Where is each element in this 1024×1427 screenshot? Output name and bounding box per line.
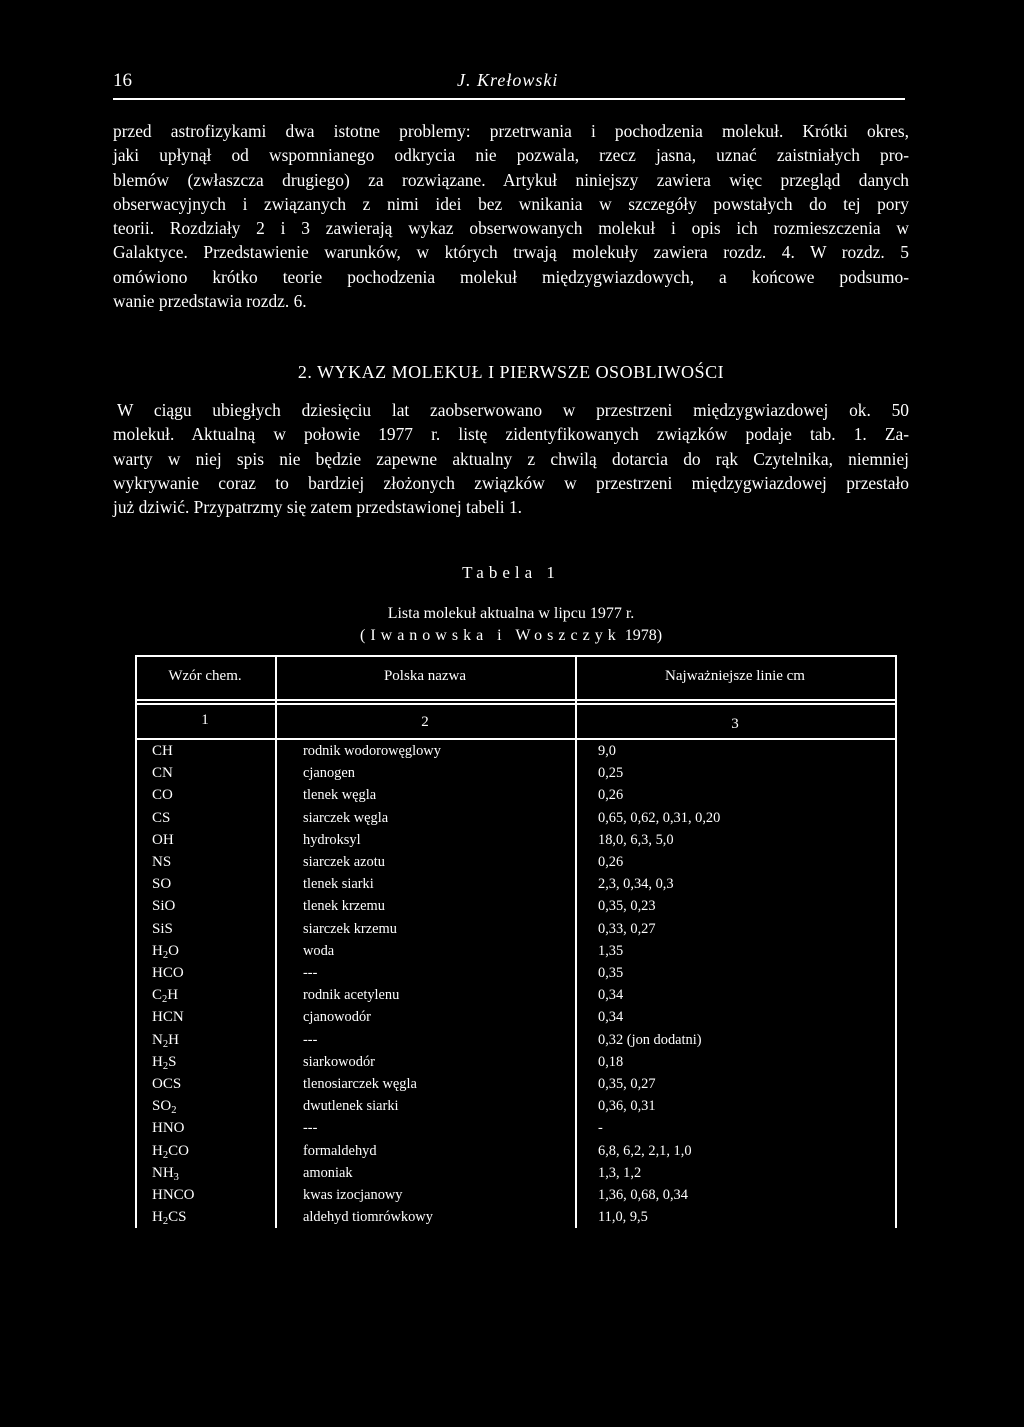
page-number: 16 (113, 70, 132, 91)
cell-name: kwas izocjanowy (303, 1187, 403, 1203)
cell-lines: 0,26 (598, 787, 624, 804)
cell-name: siarkowodór (303, 1053, 375, 1070)
cell-name: tlenek siarki (303, 876, 374, 893)
table-row (135, 1032, 897, 1054)
column-number: 3 (731, 716, 739, 732)
cell-formula: CN (152, 765, 173, 782)
cell-lines: 0,35 (598, 965, 624, 981)
section-line: warty w niej spis nie będzie zapewne aktualny z chwilą dotarcia do rąk Czytelnika, niemniej (113, 448, 909, 469)
cell-name: cjanogen (303, 765, 355, 782)
table-header-rule (135, 703, 897, 705)
intro-line: wanie przedstawia rozdz. 6. (113, 291, 307, 312)
cell-lines: 9,0 (598, 743, 616, 759)
cell-formula: $N_2H$ (152, 1031, 179, 1050)
table-row (135, 1054, 897, 1076)
table-row (135, 1120, 897, 1142)
section-line: molekuł. Aktualną w połowie 1977 r. listę zidentyfikowanych związków podaje tab. 1. Za- (113, 424, 909, 445)
header-rule (113, 98, 905, 100)
molecule-table (135, 655, 897, 1228)
cell-name: aldehyd tiomrówkowy (303, 1209, 433, 1226)
table-title-year: 1978) (624, 627, 663, 644)
intro-line: obserwacyjnych i związanych z nimi idei bez wnikania w szczegóły powstałych do tej pory (113, 193, 909, 214)
cell-formula: $H_2O$ (152, 942, 179, 961)
cell-formula: CS (152, 809, 171, 826)
table-top-rule (135, 655, 897, 657)
cell-lines: 0,25 (598, 765, 624, 782)
cell-lines: 1,35 (598, 942, 624, 959)
cell-lines: 1,36, 0,68, 0,34 (598, 1187, 688, 1203)
table-row (135, 965, 897, 987)
section-line: wykrywanie coraz to bardziej złożonych związków w przestrzeni międzygwiazdowej przestało (113, 472, 909, 493)
table-row (135, 921, 897, 943)
cell-formula: HNO (152, 1120, 185, 1137)
cell-lines: 0,35, 0,27 (598, 1076, 656, 1092)
cell-formula: $H_2CO$ (152, 1142, 189, 1161)
intro-line: blemów (zwłaszcza drugiego) za rozwiązane. Artykuł niniejszy zawiera więc przegląd danych (113, 169, 909, 190)
table-title-authors: (Iwanowska i Woszczyk (359, 627, 621, 644)
table-row (135, 1009, 897, 1031)
table-row (135, 765, 897, 787)
cell-name: rodnik wodorowęglowy (303, 743, 441, 759)
table-label: Tabela 1 (462, 563, 560, 582)
cell-name: rodnik acetylenu (303, 987, 400, 1004)
cell-name: tlenosiarczek węgla (303, 1076, 417, 1092)
table-colnum-rule (135, 738, 897, 740)
table-row (135, 1098, 897, 1120)
cell-name: hydroksyl (303, 831, 361, 848)
cell-lines: 1,3, 1,2 (598, 1164, 642, 1181)
cell-formula: $C_2H$ (152, 987, 179, 1006)
cell-name: siarczek azotu (303, 854, 385, 870)
table-title-line: Lista molekuł aktualna w lipcu 1977 r. (387, 605, 635, 622)
cell-name: --- (303, 1031, 318, 1048)
intro-line: Galaktyce. Przedstawienie warunków, w których trwają molekuły zawiera rozdz. 4. W rozdz. 5 (113, 242, 909, 263)
cell-formula: SiO (152, 898, 176, 915)
intro-line: omówiono krótko teorie pochodzenia molekuł międzygwiazdowych, a końcowe podsumo- (113, 266, 909, 287)
cell-lines: 0,33, 0,27 (598, 920, 656, 937)
cell-name: --- (303, 965, 318, 981)
cell-formula: $SO_2$ (152, 1098, 177, 1117)
table-row (135, 987, 897, 1009)
cell-name: siarczek krzemu (303, 920, 397, 937)
cell-formula: NS (152, 854, 172, 870)
cell-lines: 0,18 (598, 1053, 624, 1070)
cell-lines: 2,3, 0,34, 0,3 (598, 876, 674, 893)
section-paragraph (113, 398, 909, 519)
cell-lines: 0,35, 0,23 (598, 898, 656, 915)
cell-formula: CH (152, 743, 173, 759)
cell-lines: 0,32 (jon dodatni) (598, 1031, 702, 1048)
table-row (135, 810, 897, 832)
cell-lines: 0,34 (598, 1009, 624, 1026)
table-row (135, 854, 897, 876)
table-row (135, 743, 897, 765)
cell-formula: OH (152, 831, 174, 848)
table-row (135, 1187, 897, 1209)
table-row (135, 787, 897, 809)
cell-formula: HCO (152, 965, 184, 981)
cell-formula: SO (152, 876, 172, 893)
cell-lines: 0,36, 0,31 (598, 1098, 656, 1115)
intro-paragraph (113, 119, 909, 313)
cell-formula: CO (152, 787, 173, 804)
intro-line: jaki upłynął od wspomnianego odkrycia nie pozwala, rzecz jasna, uznać zaistniałych pro- (113, 145, 909, 166)
running-head: J. Krełowski (457, 70, 559, 90)
cell-name: amoniak (303, 1164, 353, 1181)
cell-name: cjanowodór (303, 1009, 371, 1026)
cell-lines: 0,34 (598, 987, 624, 1004)
column-number: 2 (421, 714, 429, 730)
intro-line: przed astrofizykami dwa istotne problemy: przetrwania i pochodzenia molekuł. Krótki okres, (113, 121, 909, 141)
cell-formula: OCS (152, 1076, 182, 1092)
cell-lines: 0,26 (598, 854, 624, 870)
cell-formula: HCN (152, 1009, 184, 1026)
cell-lines: - (598, 1120, 603, 1137)
column-header-formula: Wzór chem. (168, 668, 242, 684)
table-row (135, 943, 897, 965)
table-title-source (113, 625, 909, 647)
cell-name: formaldehyd (303, 1142, 377, 1159)
cell-lines: 6,8, 6,2, 2,1, 1,0 (598, 1142, 692, 1159)
intro-line: teorii. Rozdziały 2 i 3 zawierają wykaz obserwowanych molekuł i opis ich rozmieszczenia w (113, 218, 909, 239)
cell-name: --- (303, 1120, 318, 1137)
cell-name: dwutlenek siarki (303, 1098, 399, 1115)
table-row (135, 1076, 897, 1098)
cell-name: siarczek węgla (303, 809, 389, 826)
table-row (135, 1143, 897, 1165)
cell-lines: 0,65, 0,62, 0,31, 0,20 (598, 809, 721, 826)
cell-formula: SiS (152, 920, 173, 937)
cell-name: tlenek węgla (303, 787, 377, 804)
cell-lines: 18,0, 6,3, 5,0 (598, 831, 674, 848)
section-line: W ciągu ubiegłych dziesięciu lat zaobserwowano w przestrzeni międzygwiazdowej ok. 50 (117, 400, 909, 420)
table-row (135, 876, 897, 898)
section-line: już dziwić. Przypatrzmy się zatem przedstawionej tabeli 1. (113, 497, 523, 518)
column-header-lines: Najważniejsze linie cm (665, 668, 805, 684)
cell-lines: 11,0, 9,5 (598, 1209, 648, 1226)
cell-formula: $H_2CS$ (152, 1209, 187, 1228)
cell-formula: HNCO (152, 1187, 195, 1203)
table-row (135, 1165, 897, 1187)
table-row (135, 898, 897, 920)
cell-formula: $H_2S$ (152, 1053, 177, 1072)
cell-name: tlenek krzemu (303, 898, 385, 915)
table-title (113, 603, 909, 647)
column-header-name: Polska nazwa (383, 668, 467, 684)
section-heading: 2. WYKAZ MOLEKUŁ I PIERWSZE OSOBLIWOŚCI (297, 362, 725, 382)
table-header-rule (135, 699, 897, 701)
table-row (135, 1209, 897, 1231)
column-number: 1 (201, 712, 209, 728)
table-row (135, 832, 897, 854)
cell-name: woda (303, 942, 335, 959)
cell-formula: $NH_3$ (152, 1164, 179, 1183)
